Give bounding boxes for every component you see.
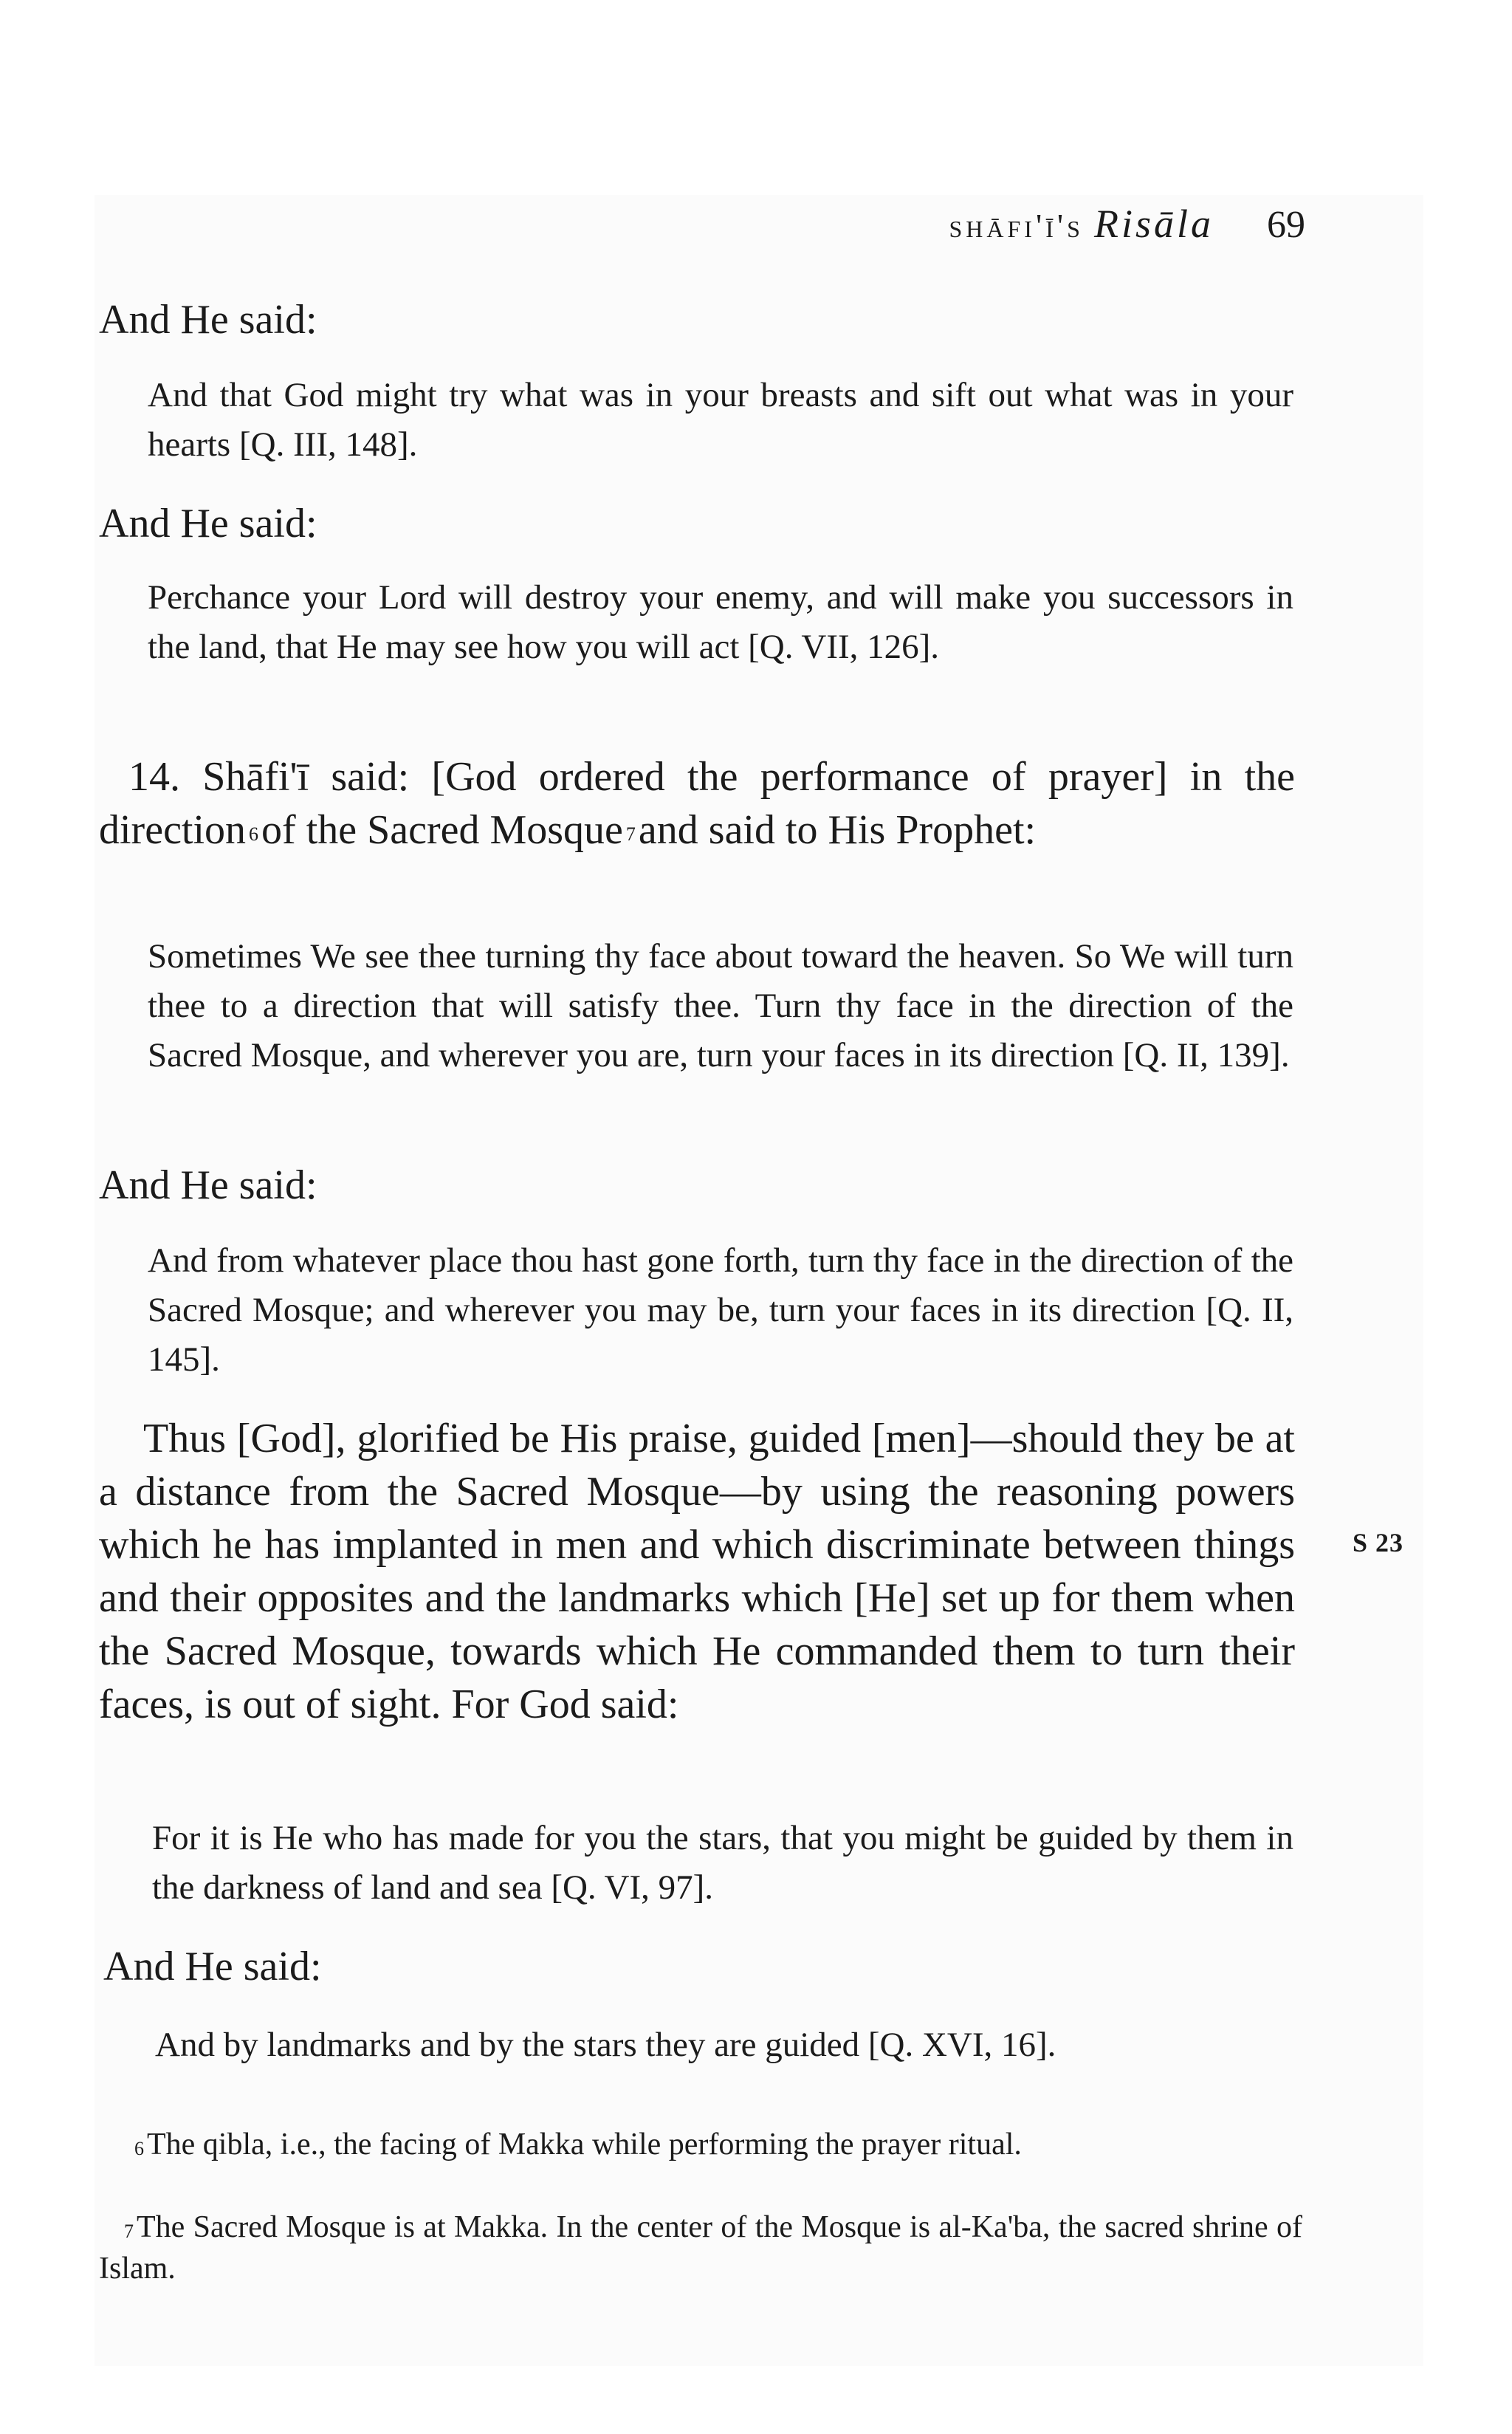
footnote-mark-6: 6 <box>249 823 259 845</box>
paragraph-14-lead: 14. Shāfi'ī said: [God ordered the performance of prayer] in the direction <box>99 754 1295 853</box>
quran-quotation: And that God might try what was in your breasts and sift out what was in your hearts [Q. III, 148]. <box>148 376 1293 464</box>
page-number: 69 <box>1267 204 1305 246</box>
running-head-title: Risāla <box>1093 202 1214 246</box>
footnote-6-mark: 6 <box>134 2138 144 2159</box>
quran-quotation: Perchance your Lord will destroy your enemy, and will make you successors in the land, that He may see how you will act [Q. VII, 126]. <box>148 578 1293 666</box>
margin-reference: S 23 <box>1353 1528 1404 1557</box>
he-said-line: And He said: <box>99 297 317 343</box>
footnote-7-mark: 7 <box>124 2221 134 2242</box>
footnote-7-text: The Sacred Mosque is at Makka. In the center of the Mosque is al-Ka'ba, the sacred shrine of Islam. <box>99 2210 1302 2286</box>
paragraph-14-mid: of the Sacred Mosque <box>261 807 623 853</box>
paragraph-thus: Thus [God], glorified be His praise, guided [men]—should they be at a distance from the Sacred Mosque—by using the reasoning powers which he has implanted in men and which discriminate between things and their opposites and the landmarks which [He] set up for them when the Sacred Mosque, towards which He commanded them to turn their faces, is out of sight. For God said: <box>99 1416 1295 1727</box>
footnote-6-text: The qibla, i.e., the facing of Makka while performing the prayer ritual. <box>147 2128 1022 2162</box>
he-said-line: And He said: <box>99 501 317 546</box>
footnote-7 <box>99 2207 1302 2289</box>
he-said-line: And He said: <box>99 1162 317 1208</box>
he-said-line: And He said: <box>103 1944 322 1989</box>
paragraph-14-tail: and said to His Prophet: <box>638 807 1037 853</box>
quran-quotation: Sometimes We see thee turning thy face about toward the heaven. So We will turn thee to a direction that will satisfy thee. Turn thy face in the direction of the Sacred Mosque, and wherever you are, turn your faces in its direction [Q. II, 139]. <box>148 937 1293 1074</box>
footnote-6 <box>99 2124 1302 2165</box>
quran-quotation: And from whatever place thou hast gone forth, turn thy face in the direction of the Sacred Mosque; and wherever you may be, turn your faces in its direction [Q. II, 145]. <box>148 1241 1293 1379</box>
running-head-author: shāfi'ī's <box>949 207 1084 244</box>
quran-quotation: For it is He who has made for you the stars, that you might be guided by them in the darkness of land and sea [Q. VI, 97]. <box>152 1819 1293 1907</box>
paragraph-14 <box>99 750 1295 857</box>
footnote-mark-7: 7 <box>625 823 636 845</box>
running-header <box>803 201 1305 247</box>
quran-quotation: And by landmarks and by the stars they are guided [Q. XVI, 16]. <box>155 2026 1056 2064</box>
